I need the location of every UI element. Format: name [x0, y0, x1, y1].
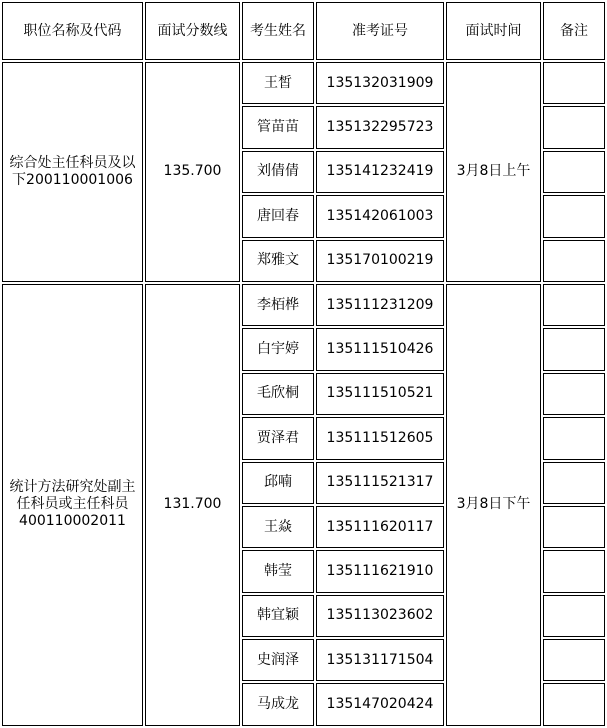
interview-time-cell: 3月8日下午: [446, 284, 541, 726]
ticket-number-cell: 135132031909: [316, 62, 444, 104]
note-cell: [543, 151, 605, 193]
interview-time-cell: 3月8日上午: [446, 62, 541, 282]
note-cell: [543, 462, 605, 504]
header-position: 职位名称及代码: [2, 2, 143, 60]
position-cell: 统计方法研究处副主任科员或主任科员400110002011: [2, 284, 143, 726]
candidate-name-cell: 毛欣桐: [242, 373, 314, 415]
ticket-number-cell: 135132295723: [316, 106, 444, 148]
note-cell: [543, 506, 605, 548]
header-ticket: 准考证号: [316, 2, 444, 60]
header-time: 面试时间: [446, 2, 541, 60]
ticket-number-cell: 135111510521: [316, 373, 444, 415]
note-cell: [543, 240, 605, 282]
candidate-name-cell: 马成龙: [242, 683, 314, 726]
ticket-number-cell: 135141232419: [316, 151, 444, 193]
note-cell: [543, 417, 605, 459]
candidate-name-cell: 韩宜颖: [242, 595, 314, 637]
candidate-name-cell: 贾泽君: [242, 417, 314, 459]
note-cell: [543, 328, 605, 370]
note-cell: [543, 195, 605, 237]
candidate-name-cell: 白宇婷: [242, 328, 314, 370]
note-cell: [543, 106, 605, 148]
ticket-number-cell: 135111620117: [316, 506, 444, 548]
candidate-name-cell: 管苗苗: [242, 106, 314, 148]
note-cell: [543, 550, 605, 592]
header-name: 考生姓名: [242, 2, 314, 60]
ticket-number-cell: 135142061003: [316, 195, 444, 237]
note-cell: [543, 639, 605, 681]
ticket-number-cell: 135113023602: [316, 595, 444, 637]
candidate-name-cell: 史润泽: [242, 639, 314, 681]
header-row: [2, 2, 605, 60]
score-line-cell: 131.700: [145, 284, 240, 726]
note-cell: [543, 373, 605, 415]
ticket-number-cell: 135111231209: [316, 284, 444, 326]
position-cell: 综合处主任科员及以下200110001006: [2, 62, 143, 282]
score-line-cell: 135.700: [145, 62, 240, 282]
note-cell: [543, 284, 605, 326]
candidate-name-cell: 李栢桦: [242, 284, 314, 326]
note-cell: [543, 595, 605, 637]
ticket-number-cell: 135111512605: [316, 417, 444, 459]
candidate-name-cell: 郑雅文: [242, 240, 314, 282]
table-row: [2, 62, 605, 104]
ticket-number-cell: 135131171504: [316, 639, 444, 681]
table-row: [2, 284, 605, 326]
candidate-name-cell: 唐回春: [242, 195, 314, 237]
ticket-number-cell: 135111521317: [316, 462, 444, 504]
header-note: 备注: [543, 2, 605, 60]
note-cell: [543, 62, 605, 104]
candidate-name-cell: 刘倩倩: [242, 151, 314, 193]
candidate-name-cell: 王皙: [242, 62, 314, 104]
ticket-number-cell: 135111510426: [316, 328, 444, 370]
table-body: [2, 62, 605, 726]
ticket-number-cell: 135170100219: [316, 240, 444, 282]
candidate-name-cell: 王焱: [242, 506, 314, 548]
candidate-name-cell: 韩莹: [242, 550, 314, 592]
ticket-number-cell: 135111621910: [316, 550, 444, 592]
candidate-name-cell: 邱喃: [242, 462, 314, 504]
ticket-number-cell: 135147020424: [316, 683, 444, 726]
note-cell: [543, 683, 605, 726]
header-score-line: 面试分数线: [145, 2, 240, 60]
